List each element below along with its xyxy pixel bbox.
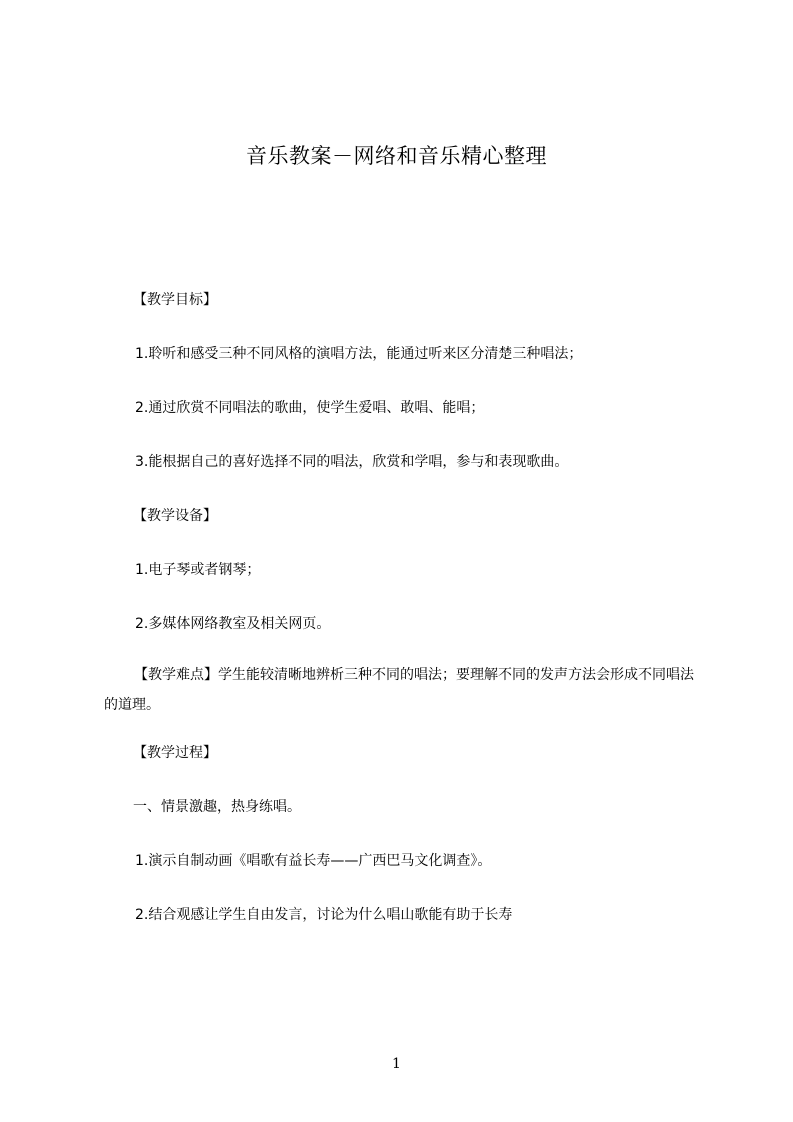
process-heading: 【教学过程】: [133, 745, 217, 761]
equipment-item-2: 2.多媒体网络教室及相关网页。: [135, 616, 331, 632]
goals-heading: 【教学目标】: [133, 292, 217, 308]
process-step-title: 一、情景激趣，热身练唱。: [133, 799, 301, 815]
goal-item-1: 1.聆听和感受三种不同风格的演唱方法，能通过听来区分清楚三种唱法；: [135, 346, 583, 362]
difficulty-heading: 【教学难点】: [134, 667, 218, 683]
process-item-2: 2.结合观感让学生自由发言，讨论为什么唱山歌能有助于长寿: [135, 907, 513, 923]
difficulty-paragraph: [104, 660, 704, 720]
equipment-heading: 【教学设备】: [133, 508, 217, 524]
page-number: 1: [392, 1056, 401, 1072]
equipment-item-1: 1.电子琴或者钢琴；: [135, 562, 261, 578]
difficulty-text: 学生能较清晰地辨析三种不同的唱法；要理解不同的发声方法会形成不同唱法的道理。: [104, 667, 694, 713]
goal-item-3: 3.能根据自己的喜好选择不同的唱法，欣赏和学唱，参与和表现歌曲。: [135, 454, 569, 470]
process-item-1: 1.演示自制动画《唱歌有益长寿——广西巴马文化调查》。: [135, 853, 492, 869]
goal-item-2: 2.通过欣赏不同唱法的歌曲，使学生爱唱、敢唱、能唱；: [135, 400, 485, 416]
document-title: 音乐教案－网络和音乐精心整理: [246, 144, 547, 168]
